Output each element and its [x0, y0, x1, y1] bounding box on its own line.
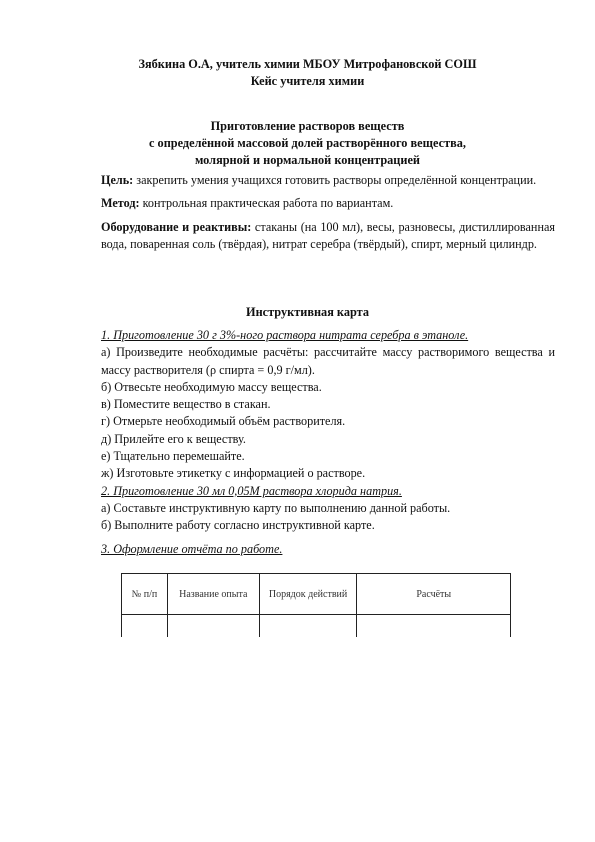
task1-step-a: а) Произведите необходимые расчёты: рассчитайте массу растворимого вещества и массу растворителя (ρ спирта = 0,9 г/мл).: [101, 345, 555, 377]
task1-step-v: в) Поместите вещество в стакан.: [101, 397, 271, 412]
author-line: Зябкина О.А, учитель химии МБОУ Митрофановской СОШ: [138, 57, 477, 71]
goal-text: закрепить умения учащихся готовить растворы определённой концентрации.: [133, 173, 537, 187]
report-table-header-row: [122, 574, 511, 615]
case-line: Кейс учителя химии: [250, 74, 365, 88]
equipment-text: стаканы (на 100 мл), весы, разновесы, дистиллированная вода, поваренная соль (твёрдая), нитрат серебра (твёрдый), спирт, мерный цилиндр.: [101, 219, 555, 251]
report-table: [121, 573, 511, 637]
method-label: Метод:: [101, 196, 140, 211]
report-cell: [357, 615, 511, 638]
method-paragraph: [101, 195, 555, 212]
method-text: контрольная практическая работа по вариантам.: [139, 196, 394, 211]
report-table-row: [122, 615, 511, 638]
report-cell: [167, 615, 259, 638]
equipment-label: Оборудование и реактивы:: [101, 219, 252, 234]
task2-title: 2. Приготовление 30 мл 0,05М раствора хлорида натрия.: [101, 483, 402, 498]
task2-step-a: а) Составьте инструктивную карту по выполнению данной работы.: [101, 500, 451, 515]
task1-title: 1. Приготовление 30 г 3%-ного раствора нитрата серебра в этаноле.: [101, 328, 469, 342]
task1-step-g: г) Отмерьте необходимый объём растворителя.: [101, 414, 346, 429]
goal-paragraph: [101, 172, 555, 189]
document-title: [60, 118, 555, 169]
instruction-heading: Инструктивная карта: [246, 305, 369, 319]
report-header-procedure: Порядок действий: [259, 574, 357, 615]
title-line-1: Приготовление растворов веществ: [210, 119, 405, 133]
document-header: [60, 56, 555, 90]
task2-step-b: б) Выполните работу согласно инструктивной карте.: [101, 518, 375, 533]
task1-step-zh: ж) Изготовьте этикетку с информацией о растворе.: [101, 466, 366, 481]
report-header-number: № п/п: [122, 574, 168, 615]
task3-title: 3. Оформление отчёта по работе.: [101, 541, 283, 556]
report-cell: [259, 615, 357, 638]
report-header-calculations: Расчёты: [357, 574, 511, 615]
task1-step-d: д) Прилейте его к веществу.: [101, 431, 246, 446]
task1-step-b: б) Отвесьте необходимую массу вещества.: [101, 379, 322, 394]
equipment-paragraph: [101, 219, 555, 254]
task1-step-e: е) Тщательно перемешайте.: [101, 449, 245, 464]
report-cell: [122, 615, 168, 638]
intro-section: [101, 172, 555, 253]
task1-section: [101, 327, 555, 558]
report-header-experiment: Название опыта: [167, 574, 259, 615]
title-line-3: молярной и нормальной концентрацией: [194, 153, 421, 167]
title-line-2: с определённой массовой долей растворённого вещества,: [149, 136, 466, 150]
goal-label: Цель:: [101, 173, 134, 187]
